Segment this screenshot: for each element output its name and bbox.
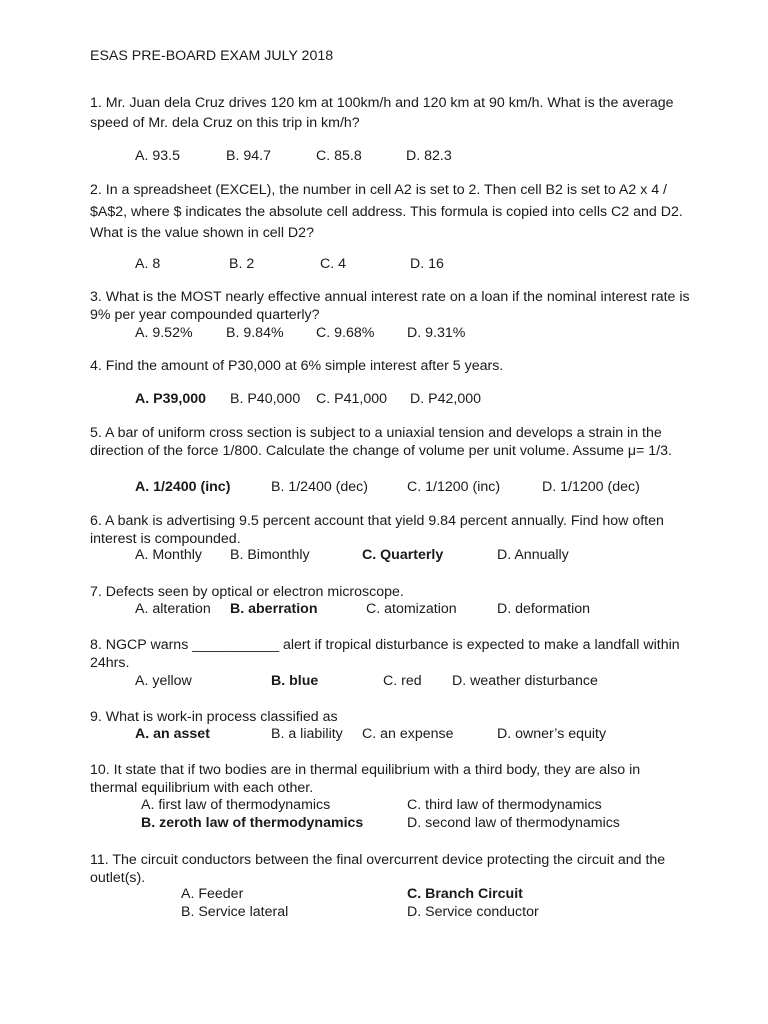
question-2-text: 2. In a spreadsheet (EXCEL), the number in cell A2 is set to 2. Then cell B2 is set to A2 x 4 / $A$2, where $ indicates the absolute cell address. This formula is copied into cells C2 and D2. What is the value shown in cell D2? bbox=[90, 182, 683, 241]
q2-choice-c: C. 4 bbox=[320, 256, 347, 272]
q5-choice-b: B. 1/2400 (dec) bbox=[271, 479, 369, 495]
q10-choice-a: A. first law of thermodynamics bbox=[141, 797, 331, 813]
q6-choice-a: A. Monthly bbox=[135, 547, 203, 563]
q1-choice-b: B. 94.7 bbox=[226, 148, 271, 164]
q8-choice-a: A. yellow bbox=[135, 673, 192, 689]
q2-choice-b: B. 2 bbox=[229, 256, 255, 272]
question-4-text: 4. Find the amount of P30,000 at 6% simple interest after 5 years. bbox=[90, 358, 504, 374]
question-6-text: 6. A bank is advertising 9.5 percent account that yield 9.84 percent annually. Find how often interest is compounded. bbox=[90, 513, 664, 547]
q11-choice-a: A. Feeder bbox=[181, 886, 244, 902]
q10-choice-d: D. second law of thermodynamics bbox=[407, 815, 620, 831]
q1-choice-d: D. 82.3 bbox=[406, 148, 452, 164]
q6-choice-d: D. Annually bbox=[497, 547, 569, 563]
q9-choice-c: C. an expense bbox=[362, 726, 454, 742]
q3-choice-c: C. 9.68% bbox=[316, 325, 375, 341]
q3-choice-d: D. 9.31% bbox=[407, 325, 466, 341]
q5-choice-d: D. 1/1200 (dec) bbox=[542, 479, 640, 495]
q5-choice-a-answer: A. 1/2400 (inc) bbox=[135, 479, 231, 495]
q8-choice-d: D. weather disturbance bbox=[452, 673, 598, 689]
q4-choice-c: C. P41,000 bbox=[316, 391, 387, 407]
page-title: ESAS PRE-BOARD EXAM JULY 2018 bbox=[90, 48, 334, 64]
q11-choice-d: D. Service conductor bbox=[407, 904, 539, 920]
q11-choice-c-answer: C. Branch Circuit bbox=[407, 886, 523, 902]
q4-choice-b: B. P40,000 bbox=[230, 391, 301, 407]
question-5-text: 5. A bar of uniform cross section is subject to a uniaxial tension and develops a strain in the direction of the force 1/800. Calculate the change of volume per unit volume. Assume μ= 1/3. bbox=[90, 425, 672, 459]
question-10-text: 10. It state that if two bodies are in thermal equilibrium with a third body, they are also in thermal equilibrium with each other. bbox=[90, 762, 641, 796]
question-7-text: 7. Defects seen by optical or electron microscope. bbox=[90, 584, 404, 600]
q4-choice-a-answer: A. P39,000 bbox=[135, 391, 206, 407]
q7-choice-b-answer: B. aberration bbox=[230, 601, 318, 617]
q10-choice-b-answer: B. zeroth law of thermodynamics bbox=[141, 815, 364, 831]
q4-choice-d: D. P42,000 bbox=[410, 391, 481, 407]
q3-choice-a: A. 9.52% bbox=[135, 325, 193, 341]
q2-choice-d: D. 16 bbox=[410, 256, 444, 272]
q6-choice-c-answer: C. Quarterly bbox=[362, 547, 444, 563]
q7-choice-c: C. atomization bbox=[366, 601, 457, 617]
q8-choice-b-answer: B. blue bbox=[271, 673, 319, 689]
q9-choice-b: B. a liability bbox=[271, 726, 343, 742]
q7-choice-a: A. alteration bbox=[135, 601, 211, 617]
q9-choice-d: D. owner’s equity bbox=[497, 726, 607, 742]
question-8-text: 8. NGCP warns ___________ alert if tropical disturbance is expected to make a landfall within 24hrs. bbox=[90, 637, 680, 671]
q8-choice-c: C. red bbox=[383, 673, 422, 689]
q1-choice-c: C. 85.8 bbox=[316, 148, 362, 164]
q3-choice-b: B. 9.84% bbox=[226, 325, 284, 341]
question-1-text: 1. Mr. Juan dela Cruz drives 120 km at 100km/h and 120 km at 90 km/h. What is the average speed of Mr. dela Cruz on this trip in km/h? bbox=[90, 95, 674, 131]
q7-choice-d: D. deformation bbox=[497, 601, 591, 617]
question-9-text: 9. What is work-in process classified as bbox=[90, 709, 338, 725]
question-3-text: 3. What is the MOST nearly effective annual interest rate on a loan if the nominal interest rate is 9% per year compounded quarterly? bbox=[90, 289, 690, 323]
q6-choice-b: B. Bimonthly bbox=[230, 547, 310, 563]
q9-choice-a-answer: A. an asset bbox=[135, 726, 210, 742]
q2-choice-a: A. 8 bbox=[135, 256, 161, 272]
q1-choice-a: A. 93.5 bbox=[135, 148, 180, 164]
q10-choice-c: C. third law of thermodynamics bbox=[407, 797, 602, 813]
q5-choice-c: C. 1/1200 (inc) bbox=[407, 479, 501, 495]
question-11-text: 11. The circuit conductors between the final overcurrent device protecting the circuit and the outlet(s). bbox=[90, 852, 666, 886]
q11-choice-b: B. Service lateral bbox=[181, 904, 289, 920]
